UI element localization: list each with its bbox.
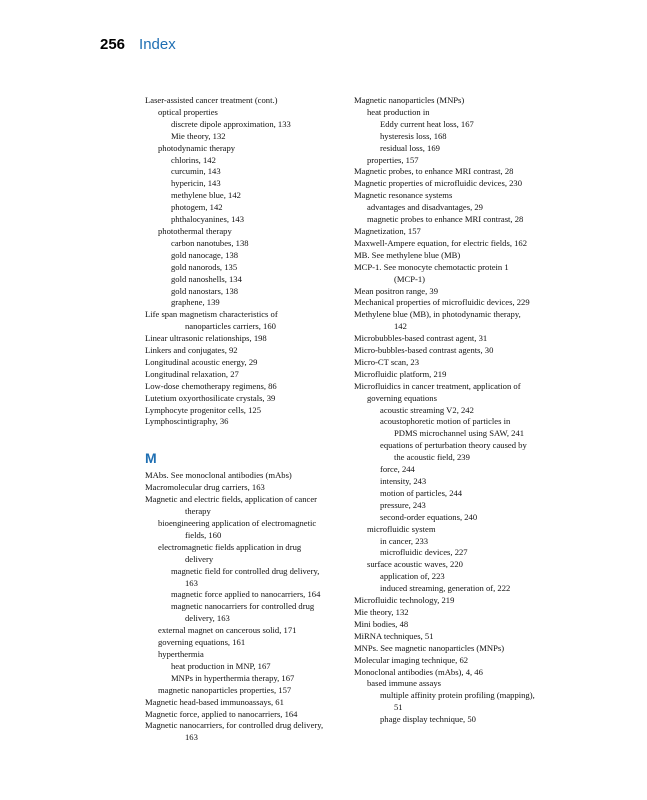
index-entry: Life span magnetism characteristics of [145,309,278,320]
index-entry: heat production in [367,106,430,117]
page-header [100,36,176,53]
index-entry: optical properties [158,106,218,117]
index-entry: gold nanorods, 135 [171,261,238,272]
index-entry: 51 [394,702,403,713]
index-entry: pressure, 243 [380,499,426,510]
index-entries-m [145,470,345,744]
index-entry: magnetic nanoparticles properties, 157 [158,684,292,695]
index-entry: Macromolecular drug carriers, 163 [145,482,265,493]
index-entry: microfluidic system [367,523,436,534]
index-column-right [354,95,559,726]
index-entry: Methylene blue (MB), in photodynamic therapy, [354,309,521,320]
index-entry: 163 [185,577,198,588]
index-entry: governing equations [367,392,437,403]
page-number: 256 [100,36,126,53]
index-entry: Microfluidics in cancer treatment, application of [354,380,521,391]
index-entry: Molecular imaging technique, 62 [354,654,469,665]
index-entry: Magnetic force, applied to nanocarriers, 164 [145,708,298,719]
index-entry: Magnetization, 157 [354,225,421,236]
index-entry: the acoustic field, 239 [394,452,470,463]
index-entry: Laser-assisted cancer treatment (cont.) [145,95,278,105]
index-entry: MNPs in hyperthermia therapy, 167 [171,672,295,683]
index-entry: hysteresis loss, 168 [380,130,447,141]
index-entry: phage display technique, 50 [380,714,476,725]
index-entry: Mie theory, 132 [354,606,409,617]
index-entry: Micro-CT scan, 23 [354,356,419,367]
index-entry: application of, 223 [380,571,445,582]
index-entry: Lymphoscintigraphy, 36 [145,416,229,427]
index-entry: microfluidic devices, 227 [380,547,468,558]
index-entry: photothermal therapy [158,225,232,236]
index-entry: force, 244 [380,464,415,475]
index-entry: 142 [394,321,407,332]
index-entry: discrete dipole approximation, 133 [171,118,291,129]
index-entry: MiRNA techniques, 51 [354,630,434,641]
index-entry: magnetic probes to enhance MRI contrast, 28 [367,214,524,225]
index-entry: Microbubbles-based contrast agent, 31 [354,333,488,344]
index-entry: Lymphocyte progenitor cells, 125 [145,404,261,415]
index-entry: magnetic force applied to nanocarriers, 164 [171,589,321,600]
index-entry: methylene blue, 142 [171,190,241,201]
index-entry: Magnetic nanocarriers, for controlled drug delivery, [145,720,324,731]
index-entry: PDMS microchannel using SAW, 241 [394,428,525,439]
index-entry: MCP-1. See monocyte chemotactic protein 1 [354,261,509,272]
index-entry: Magnetic and electric fields, application of cancer [145,494,318,505]
index-entry: Eddy current heat loss, 167 [380,118,474,129]
index-entry: Low-dose chemotherapy regimens, 86 [145,380,277,391]
index-entry: Magnetic resonance systems [354,190,453,201]
index-entry: acoustic streaming V2, 242 [380,404,474,415]
index-entry: (MCP-1) [394,273,426,284]
index-entry: equations of perturbation theory caused by [380,440,527,451]
index-entry: carbon nanotubes, 138 [171,237,249,248]
index-entry: 163 [185,732,198,743]
index-entry: nanoparticles carriers, 160 [185,321,276,332]
index-entry: MAbs. See monoclonal antibodies (mAbs) [145,470,292,481]
index-entry: curcumin, 143 [171,166,221,177]
index-entry: hyperthermia [158,648,204,659]
index-entry: therapy [185,506,211,517]
index-entry: Longitudinal acoustic energy, 29 [145,356,258,367]
index-entry: Mini bodies, 48 [354,618,409,629]
index-entry: Magnetic probes, to enhance MRI contrast, 28 [354,166,514,177]
index-entry: delivery [185,553,214,564]
index-entry: MNPs. See magnetic nanoparticles (MNPs) [354,642,505,653]
index-entry: delivery, 163 [185,613,230,624]
index-entry: electromagnetic fields application in drug [158,541,302,552]
index-entry: based immune assays [367,678,441,689]
index-entry: acoustophoretic motion of particles in [380,416,511,427]
index-entry: Lutetium oxyorthosilicate crystals, 39 [145,392,276,403]
index-entry: Linear ultrasonic relationships, 198 [145,333,267,344]
index-entry: gold nanoshells, 134 [171,273,242,284]
index-entry: governing equations, 161 [158,637,246,648]
index-entry: Microfluidic platform, 219 [354,368,447,379]
index-entry: MB. See methylene blue (MB) [354,249,461,260]
index-entry: motion of particles, 244 [380,487,463,498]
index-entry: induced streaming, generation of, 222 [380,583,511,594]
index-entry: Mean positron range, 39 [354,285,439,296]
index-entry: properties, 157 [367,154,419,165]
index-entry: photogem, 142 [171,202,223,213]
section-title: Index [139,36,176,53]
index-entry: bioengineering application of electromagnetic [158,518,317,528]
index-entry: phthalocyanines, 143 [171,214,245,225]
index-entry: multiple affinity protein profiling (mapping), [380,690,535,701]
index-entry: advantages and disadvantages, 29 [367,202,483,213]
index-entry: intensity, 243 [380,476,427,486]
index-entry: surface acoustic waves, 220 [367,559,463,570]
index-entry: chlorins, 142 [171,154,216,165]
index-entry: gold nanocage, 138 [171,249,239,260]
index-entry: Mechanical properties of microfluidic devices, 229 [354,297,530,308]
index-entry: in cancer, 233 [380,535,429,546]
index-entry: Mie theory, 132 [171,130,226,141]
index-entry: Magnetic properties of microfluidic devices, 230 [354,178,523,189]
index-entry: magnetic nanocarriers for controlled drug [171,601,315,612]
index-entry: photodynamic therapy [158,142,236,153]
index-entries-l [145,95,345,428]
index-entry: Magnetic head-based immunoassays, 61 [145,696,284,707]
index-entry: external magnet on cancerous solid, 171 [158,625,297,636]
index-entries-m-continued [354,95,559,726]
index-entry: Microfluidic technology, 219 [354,595,455,606]
section-letter: M [145,450,157,467]
index-entry: second-order equations, 240 [380,511,478,522]
index-entry: Monoclonal antibodies (mAbs), 4, 46 [354,666,483,677]
index-entry: fields, 160 [185,529,222,540]
index-entry: Micro-bubbles-based contrast agents, 30 [354,345,494,356]
index-entry: Maxwell-Ampere equation, for electric fields, 162 [354,237,528,248]
index-entry: heat production in MNP, 167 [171,660,271,671]
index-entry: hypericin, 143 [171,178,221,189]
index-entry: Longitudinal relaxation, 27 [145,368,239,379]
index-entry: Magnetic nanoparticles (MNPs) [354,95,465,105]
index-entry: magnetic field for controlled drug delivery, [171,565,320,576]
index-entry: residual loss, 169 [380,142,440,153]
index-entry: gold nanostars, 138 [171,285,239,296]
index-entry: Linkers and conjugates, 92 [145,345,238,356]
index-column-left [145,95,345,744]
index-entry: graphene, 139 [171,297,220,308]
